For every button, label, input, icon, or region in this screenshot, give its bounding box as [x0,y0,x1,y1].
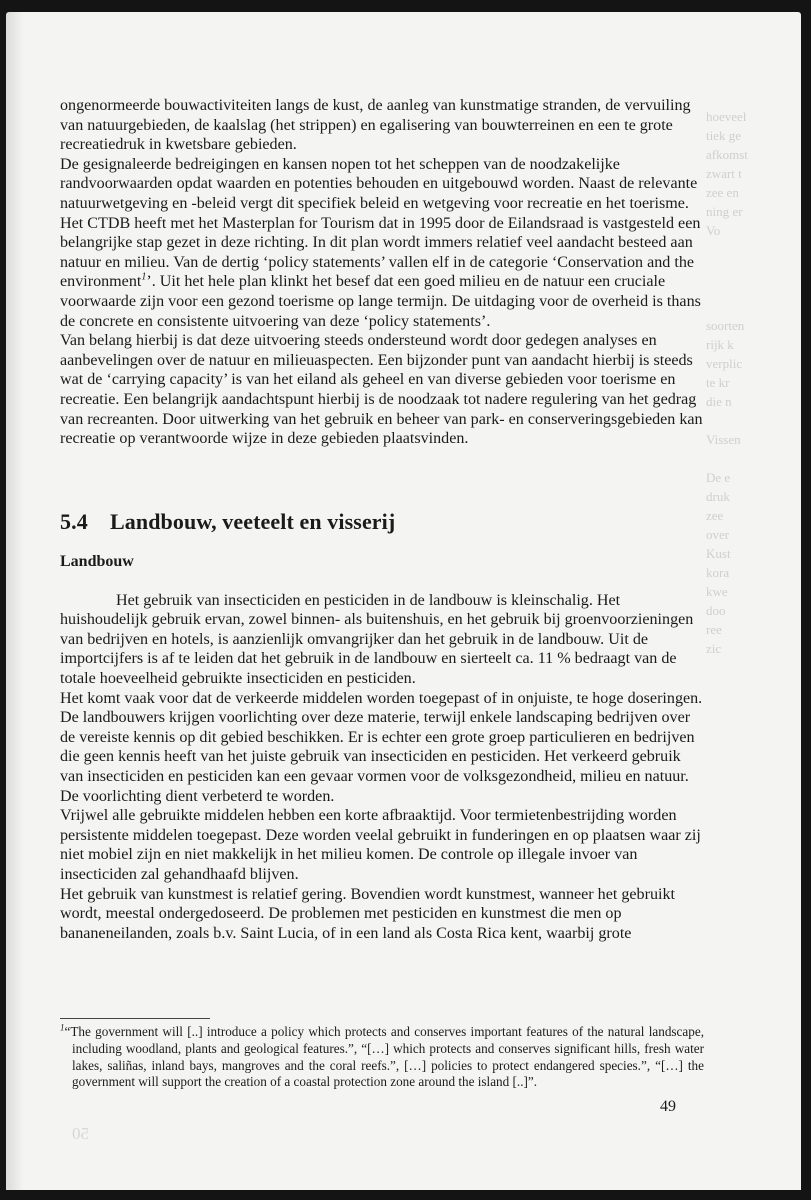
show-through-line: kora [706,565,730,580]
paragraph: Van belang hierbij is dat deze uitvoering steeds ondersteund wordt door gedegen analyses en aanbevelingen over de natuur en milieuaspecten. Een bijzonder punt van aandacht hierbij is steeds wat de ‘carrying capacity’ is van het eiland als geheel en van diverse gebieden voor toerisme en recreatie. Een belangrijk aandachtspunt hierbij is de noodzaak tot nadere regulering van het gedrag van recreanten. Door uitwerking van het gebruik en beheer van park- en conserveringsgebieden kan recreatie op verantwoorde wijze in deze gebieden plaatsvinden. [60,332,703,448]
show-through-line: Vissen [706,432,741,447]
footnote-marker: 1 [60,1022,65,1033]
show-through-line: rijk k [706,337,734,352]
page-edge-shadow [6,12,24,1190]
subsection-heading: Landbouw [60,552,134,570]
show-through-line [706,278,801,297]
paragraph: Het gebruik van kunstmest is relatief gering. Bovendien wordt kunstmest, wanneer het gebruikt wordt, meestal ondergedoseerd. De problemen met pesticiden en kunstmest die men op bananeneilanden, zoals b.v. Saint Lucia, of in een land als Costa Rica kent, waarbij grote [60,885,675,942]
show-through-line: ree [706,622,722,637]
show-through-line: Kust [706,546,731,561]
footnote: $^1$“The government will [..] introduce a policy which protects and conserves important features of the natural landscape, including woodland, plants and geological features.”, “[…] which protects and conserves significant hills, fresh water lakes, saliñas, inland bays, mangroves and the coral reefs.”, […] policies to protect endangered species.”, “[…] the government will support the creation of a coastal protection zone around the island [..]”. [60,1022,704,1090]
show-through-line: zee [706,508,724,523]
show-through-page-number: 50 [72,1124,89,1143]
paragraph: Het komt vaak voor dat de verkeerde middelen worden toegepast of in onjuiste, te hoge doseringen. De landbouwers krijgen voorlichting over deze materie, terwijl enkele landscaping bedrijven over de vereiste kennis op dit gebied beschikken. Er is echter een grote groep particulieren en bedrijven die geen kennis heeft van het juiste gebruik van insecticiden en pesticiden. Het verkeerd gebruik van insecticiden en pesticiden kan een gevaar vormen voor de volksgezondheid, milieu en natuur. De voorlichting dient verbeterd te worden. [60,689,703,805]
paragraph: Het gebruik van insecticiden en pesticiden in de landbouw is kleinschalig. Het huishoudelijk gebruik ervan, zowel binnen- als buitenshuis, en het gebruik bij groenvoorzieningen van bedrijven en hotels, is aanzienlijk omvangrijker dan het gebruik in de landbouw. Uit de importcijfers is af te leiden dat het gebruik in de landbouw en sierteelt ca. 11 % bedraagt van de totale hoeveelheid gebruikte insecticiden en pesticiden. [60,591,694,688]
show-through-line: zwart t [706,166,742,181]
show-through-line: soorten [706,318,745,333]
show-through-line: Vo [706,223,721,238]
show-through-line: die n [706,394,732,409]
paragraph: ongenormeerde bouwactiviteiten langs de kust, de aanleg van kunstmatige stranden, de vervuiling van natuurgebieden, de kaalslag (het strippen) en egalisering van bouwterreinen en een te grote recreatiedruk in kwetsbare gebieden. [60,97,691,154]
show-through-line [706,449,801,468]
show-through-line: zic [706,641,722,656]
page-number: 49 [660,1098,676,1115]
show-through-line: doo [706,603,726,618]
show-through-text [706,107,801,658]
show-through-line [706,297,801,316]
footnote-rule [60,1018,210,1019]
show-through-line: tiek ge [706,128,742,143]
paragraph: Vrijwel alle gebruikte middelen hebben een korte afbraaktijd. Voor termietenbestrijding worden persistente middelen toegepast. Deze worden veelal gebruikt in funderingen en op plaatsen waar zij niet mobiel zijn en niet makkelijk in het milieu komen. De controle op illegale invoer van insecticiden zal gehandhaafd blijven. [60,807,701,883]
body-text [60,96,704,943]
show-through-line: ning er [706,204,743,219]
show-through-line: kwe [706,584,728,599]
show-through-line [706,240,801,259]
show-through-line [706,411,801,430]
show-through-line: druk [706,489,730,504]
section-heading: 5.4 Landbouw, veeteelt en visserij [60,508,396,534]
show-through-line: te kr [706,375,730,390]
show-through-line [706,259,801,278]
show-through-line: zee en [706,185,739,200]
paragraph: De gesignaleerde bedreigingen en kansen nopen tot het scheppen van de noodzakelijke randvoorwaarden opdat waarden en potenties behouden en uitgebouwd worden. Naast de relevante natuurwetgeving en -beleid vergt dit specifiek beleid en wetgeving voor recreatie en het toerisme. Het CTDB heeft met het Masterplan for Tourism dat in 1995 door de Eilandsraad is vastgesteld een belangrijke stap gezet in deze richting. In dit plan wordt immers relatief veel aandacht besteed aan natuur en milieu. Van de dertig ‘policy statements’ vallen elf in de categorie ‘Conservation and the environment$^1$’. Uit het hele plan klinkt het besef dat een goed milieu en de natuur een cruciale voorwaarde zijn voor een gezond toerisme op lange termijn. De uitdaging voor de overheid is thans de concrete en consistente uitvoering van deze ‘policy statements’. [60,155,701,330]
show-through-line: over [706,527,730,542]
show-through-line: afkomst [706,147,748,162]
show-through-line: hoeveel [706,109,747,124]
show-through-line: verplic [706,356,743,371]
footnote-reference: 1 [141,271,147,283]
show-through-line: De e [706,470,731,485]
